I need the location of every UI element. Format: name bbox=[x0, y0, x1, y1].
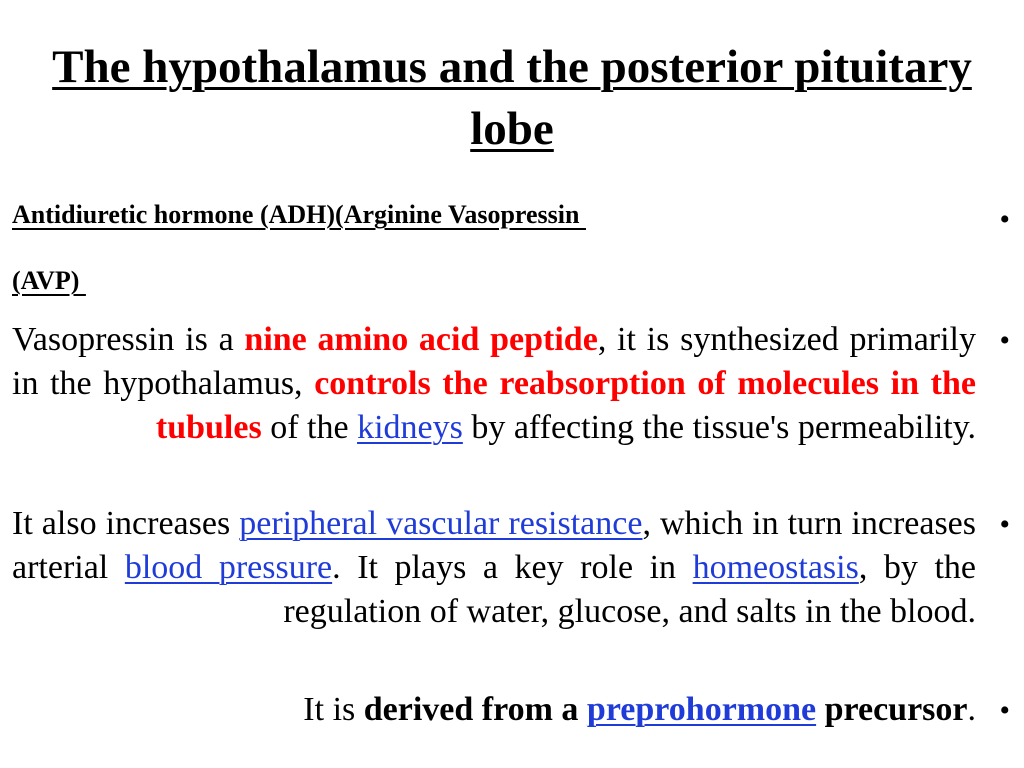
bullet-subheading: • bbox=[999, 203, 1010, 236]
link-kidneys[interactable]: kidneys bbox=[357, 409, 463, 446]
p3-text-2: . bbox=[967, 691, 976, 728]
subheading-line-1: Antidiuretic hormone (ADH)(Arginine Vasopressin bbox=[12, 200, 586, 229]
bullet-paragraph-3: • bbox=[999, 694, 1010, 727]
p1-text-1: Vasopressin is a bbox=[12, 321, 245, 358]
p2-text-1: It also increases bbox=[12, 505, 240, 542]
link-homeostasis[interactable]: homeostasis bbox=[692, 549, 859, 586]
p2-text-4: , by the regulation of water, glucose, and salts in the blood. bbox=[283, 549, 976, 630]
p1-text-2: , it is synthesized primarily in the hypothalamus, bbox=[12, 321, 976, 402]
highlight-nine-amino-acid-peptide: nine amino acid peptide bbox=[244, 321, 598, 358]
bullet-paragraph-1: • bbox=[999, 324, 1010, 357]
p1-text-3: of the bbox=[261, 409, 358, 446]
link-peripheral-vascular-resistance[interactable]: peripheral vascular resistance bbox=[239, 505, 643, 542]
p2-text-3: . It plays a key role in bbox=[332, 549, 693, 586]
slide-title: The hypothalamus and the posterior pituitary lobe bbox=[52, 41, 972, 155]
paragraph-preprohormone bbox=[12, 688, 976, 732]
paragraph-vascular-resistance bbox=[12, 502, 976, 634]
p2-text-2: , which in turn increases arterial bbox=[12, 505, 976, 586]
subheading-line-2: (AVP) bbox=[12, 266, 86, 295]
paragraph-vasopressin-synthesis bbox=[12, 318, 976, 450]
p1-text-4: by affecting the tissue's permeability. bbox=[462, 409, 976, 446]
link-preprohormone[interactable]: preprohormone bbox=[586, 691, 817, 728]
highlight-reabsorption: controls the reabsorption of molecules in the tubules bbox=[155, 365, 976, 446]
p3-bold-1: derived from a bbox=[363, 691, 587, 728]
p3-bold-2: precursor bbox=[816, 691, 968, 728]
bullet-paragraph-2: • bbox=[999, 508, 1010, 541]
p3-text-1: It is bbox=[303, 691, 364, 728]
link-blood-pressure[interactable]: blood pressure bbox=[124, 549, 333, 586]
